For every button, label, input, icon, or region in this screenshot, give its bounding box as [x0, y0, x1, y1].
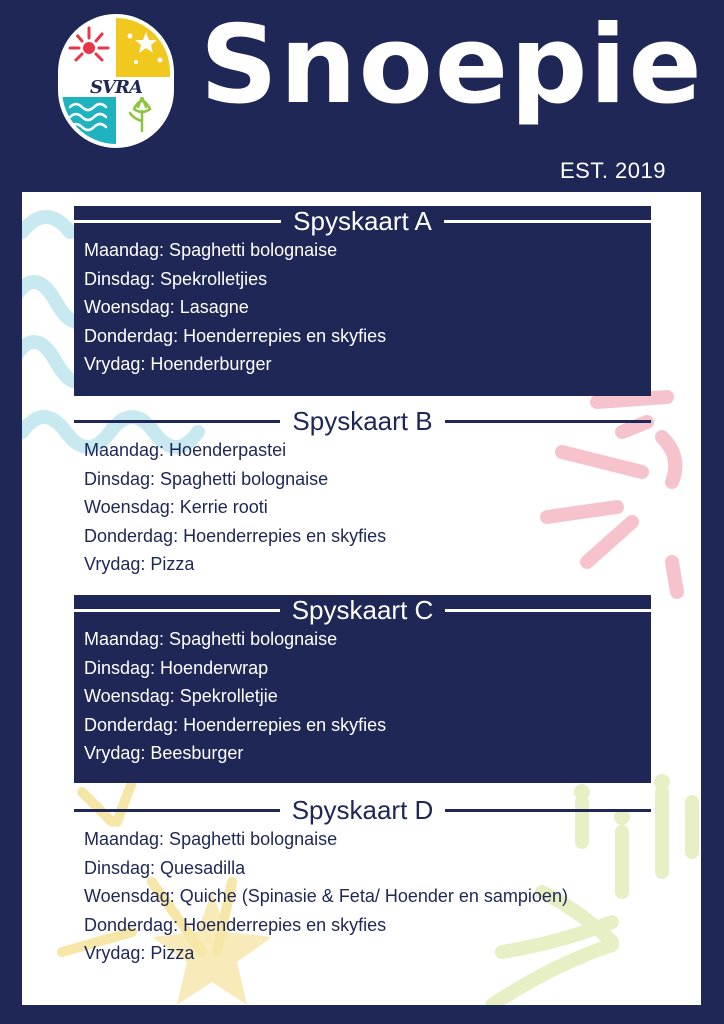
established-year: EST. 2019 — [559, 158, 666, 183]
header-rule — [74, 420, 280, 423]
school-logo — [58, 14, 174, 148]
menu-section-header — [74, 206, 651, 236]
menu-item: Vrydag: Beesburger — [84, 743, 244, 763]
menu-item: Woensdag: Lasagne — [84, 297, 249, 317]
menu-item: Woensdag: Kerrie rooti — [84, 497, 268, 517]
menu-section-header — [74, 595, 651, 625]
menu-item-list — [74, 825, 651, 968]
menu-item: Woensdag: Spekrolletjie — [84, 686, 278, 706]
menu-section-b — [74, 406, 651, 582]
menu-section-header — [74, 795, 651, 825]
menu-section-d — [74, 795, 651, 971]
menu-section-c — [74, 595, 651, 783]
menu-item-list — [74, 236, 651, 379]
menu-item-list — [74, 436, 651, 579]
menu-item: Dinsdag: Spekrolletjies — [84, 268, 268, 289]
header-rule — [74, 220, 281, 223]
brand-name: Snoepie — [200, 3, 704, 128]
menu-item: Vrydag: Hoenderburger — [84, 354, 272, 374]
menu-item: Maandag: Spaghetti bolognaise — [84, 240, 338, 260]
menu-section-a — [74, 206, 651, 396]
menu-item: Donderdag: Hoenderrepies en skyfies — [84, 914, 387, 935]
menu-section-title: Spyskaart D — [291, 795, 434, 825]
menu-section-header — [74, 406, 651, 436]
header-rule — [74, 609, 280, 612]
header-rule — [445, 609, 651, 612]
header-rule — [74, 809, 280, 812]
menu-section-title: Spyskaart C — [291, 595, 434, 625]
menu-item: Vrydag: Pizza — [84, 554, 195, 574]
header-rule — [445, 809, 651, 812]
menu-item: Maandag: Spaghetti bolognaise — [84, 829, 338, 849]
header-rule — [444, 220, 651, 223]
menu-section-title: Spyskaart B — [292, 406, 433, 436]
menu-item: Dinsdag: Quesadilla — [84, 857, 246, 878]
header-rule — [445, 420, 651, 423]
menu-item: Woensdag: Quiche (Spinasie & Feta/ Hoender en sampioen) — [84, 886, 568, 906]
menu-item: Donderdag: Hoenderrepies en skyfies — [84, 714, 387, 735]
menu-item: Maandag: Hoenderpastei — [84, 440, 287, 460]
menu-card — [22, 192, 701, 1005]
menu-item: Donderdag: Hoenderrepies en skyfies — [84, 325, 387, 346]
logo-quadrant-stars — [116, 18, 170, 81]
menu-item: Dinsdag: Hoenderwrap — [84, 657, 269, 678]
menu-item: Dinsdag: Spaghetti bolognaise — [84, 468, 329, 489]
menu-item-list — [74, 625, 651, 768]
menu-item: Maandag: Spaghetti bolognaise — [84, 629, 338, 649]
logo-quadrant-sun — [62, 18, 116, 81]
logo-text: SVRA — [62, 77, 170, 97]
menu-item: Vrydag: Pizza — [84, 943, 195, 963]
menu-section-title: Spyskaart A — [293, 206, 432, 236]
menu-item: Donderdag: Hoenderrepies en skyfies — [84, 525, 387, 546]
